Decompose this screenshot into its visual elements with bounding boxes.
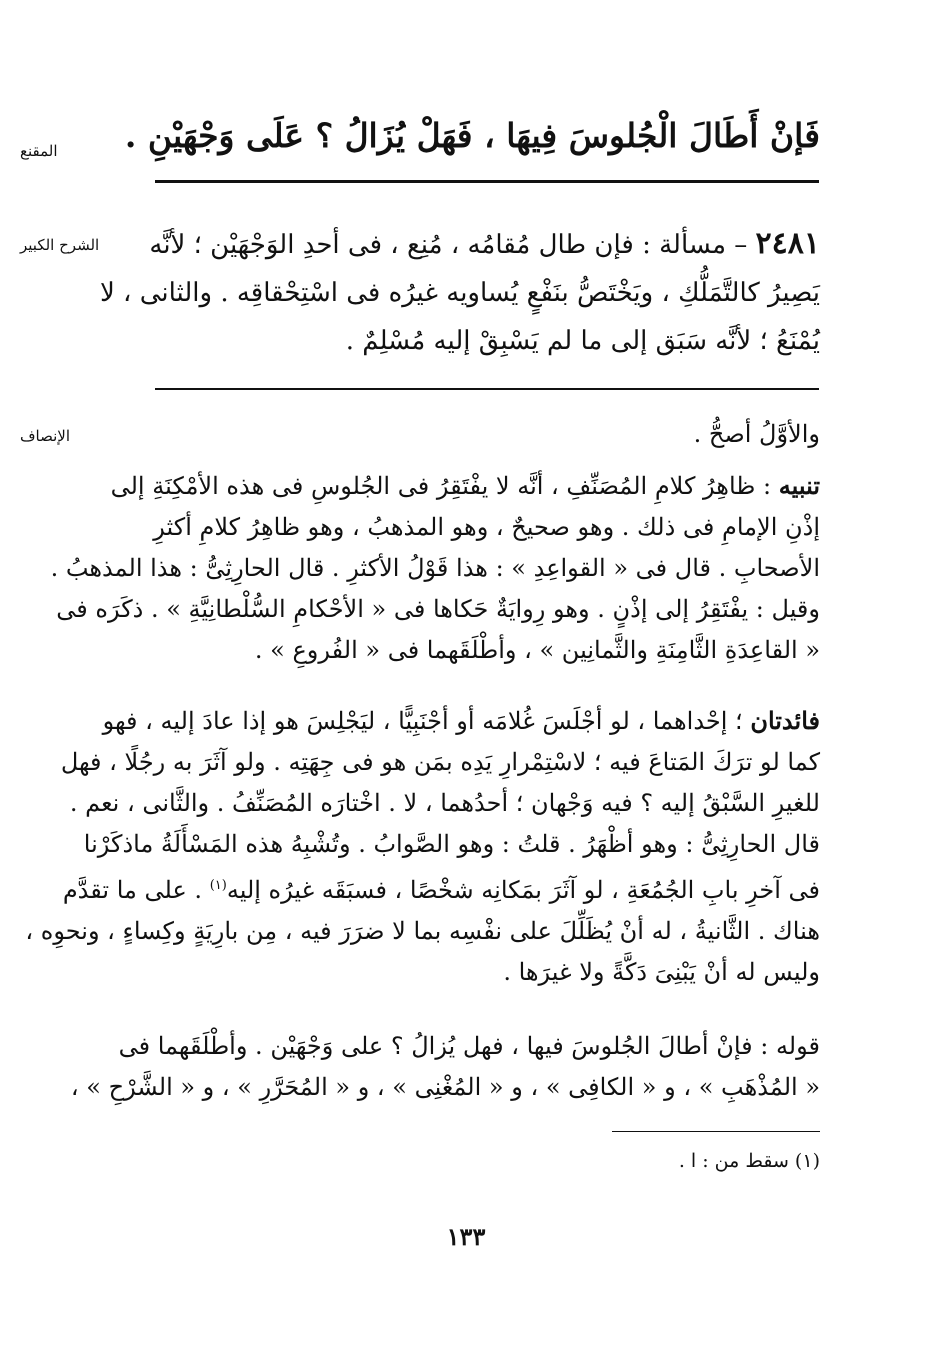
- footnote-marker[interactable]: (١): [209, 878, 227, 893]
- issue-number: ٢٤٨١: [755, 226, 820, 261]
- insaf-p3-line-2: « المُذْهَبِ » ، و « الكافِى » ، و « المُغْنِى » ، و « المُحَرَّرِ » ، و « الشَّرْحِ » ،: [70, 1073, 820, 1101]
- sharh-line-1-text: – مسألة : فإن طال مُقامُه ، مُنِع ، فى أحدِ الوَجْهَيْن ؛ لأنَّه: [149, 230, 748, 260]
- footnote-text: (١) سقط من : ا .: [678, 1150, 820, 1172]
- insaf-p1-line-3: الأصحابِ . قال فى « القواعِدِ » : هذا قَوْلُ الأكثرِ . قال الحارِثِىُّ : هذا المذهبُ .: [50, 554, 820, 582]
- insaf-p2-line-2: كما لو ترَكَ المَتاعَ فيه ؛ لاسْتِمْرارِ يَدِه بمَن هو فى جِهَتِه . ولو آثَرَ به رجُلًا ، فهل: [60, 748, 820, 776]
- insaf-paragraph-0: [160, 414, 820, 455]
- insaf-p2-line-5-tail: . على ما تقدَّم: [62, 876, 203, 904]
- insaf-p2-line-1: [102, 700, 820, 742]
- insaf-paragraph-tanbih: [50, 465, 820, 671]
- muqni-line: فَإنْ أَطَالَ الْجُلوسَ فِيهَا ، فَهَلْ يُزَالُ ؟ عَلَى وَجْهَيْنِ .: [124, 116, 820, 155]
- side-label-muqni: المقنع: [20, 142, 58, 160]
- insaf-p1-line-1: [110, 465, 820, 507]
- sharh-section: [99, 220, 820, 365]
- sharh-line-2: يَصِيرُ كالتَّمَلُّكِ ، ويَخْتَصُّ بنَفْعٍ يُساويه غيرُه فى اسْتِحْقاقِه . والثانى ، لا: [99, 278, 820, 308]
- insaf-p1-line-1-text: : ظاهِرُ كلامِ المُصَنِّفِ ، أنَّه لا يفْتَقِرُ فى الجُلوسِ فى هذه الأمْكِنَةِ إلى: [110, 472, 772, 500]
- sharh-line-1: [149, 220, 820, 269]
- insaf-p2-line-7: وليس له أنْ يَبْنِىَ دَكَّةً ولا غيرَها .: [503, 958, 820, 986]
- insaf-p0-line: والأوَّلُ أصحُّ .: [693, 420, 820, 448]
- section-divider-thick: [155, 180, 819, 183]
- insaf-p2-line-5-text: فى آخرِ بابِ الجُمُعَةِ ، لو آثَرَ بمَكانِه شخْصًا ، فسبَقَه غيرُه إليه: [226, 876, 820, 904]
- insaf-p1-line-5: « القاعِدَةِ الثَّامِنَةِ والثَّمانِين » ، وأطْلَقَهما فى « الفُروعِ » .: [254, 636, 820, 664]
- side-label-insaf: الإنصاف: [20, 427, 71, 445]
- tanbih-heading: تنبيه: [778, 471, 820, 500]
- insaf-p2-line-1-text: ؛ إحْداهما ، لو أجْلَسَ غُلامَه أو أجْنَبِيًّا ، ليَجْلِسَ هو إذا عادَ إليه ، فهو: [102, 707, 743, 735]
- insaf-paragraph-qawluhu: [70, 1026, 820, 1108]
- page-number: ١٣٣: [446, 1222, 486, 1251]
- insaf-p2-line-4: قال الحارِثِىُّ : وهو أظْهَرُ . قلتُ : وهو الصَّوابُ . وتُشْبِهُ هذه المَسْأَلَةُ ماذكَرْنا: [83, 830, 820, 858]
- muqni-text: [124, 112, 820, 160]
- insaf-p1-line-2: إذْنِ الإمامِ فى ذلك . وهو صحيحٌ ، وهو المذهبُ ، وهو ظاهِرُ كلامِ أكثرِ: [153, 513, 820, 541]
- section-divider-thin: [155, 388, 819, 390]
- insaf-paragraph-faidatan: [25, 700, 820, 993]
- insaf-p2-line-6: هناك . الثَّانيةُ ، له أنْ يُظَلِّلَ على نفْسِه بما لا ضرَرَ فيه ، مِن بارِيَةٍ وكِساءٍ ، ونحوِه ،: [25, 917, 820, 945]
- sharh-line-3: يُمْنَعُ ؛ لأنَّه سَبَق إلى ما لم يَسْبِقْ إليه مُسْلِمٌ .: [345, 326, 820, 356]
- insaf-p2-line-3: للغيرِ السَّبْقُ إليه ؟ فيه وَجْهان ؛ أحدُهما ، لا . اخْتارَه المُصَنِّفُ . والثَّانى ، نعم .: [69, 789, 820, 817]
- side-label-sharh: الشرح الكبير: [20, 236, 100, 254]
- insaf-p1-line-4: وقيل : يفْتَقِرُ إلى إذْنٍ . وهو رِوايَةٌ حَكاها فى « الأحْكامِ السُّلْطانِيَّةِ » . ذكَرَه فى: [56, 595, 820, 623]
- insaf-p2-line-5: [62, 865, 820, 911]
- faidatan-heading: فائدتان: [750, 706, 820, 735]
- insaf-p3-line-1: قوله : فإنْ أطالَ الجُلوسَ فيها ، فهل يُزالُ ؟ على وَجْهَيْن . وأطْلَقَهما فى: [118, 1032, 820, 1060]
- footnote-divider: [612, 1131, 820, 1132]
